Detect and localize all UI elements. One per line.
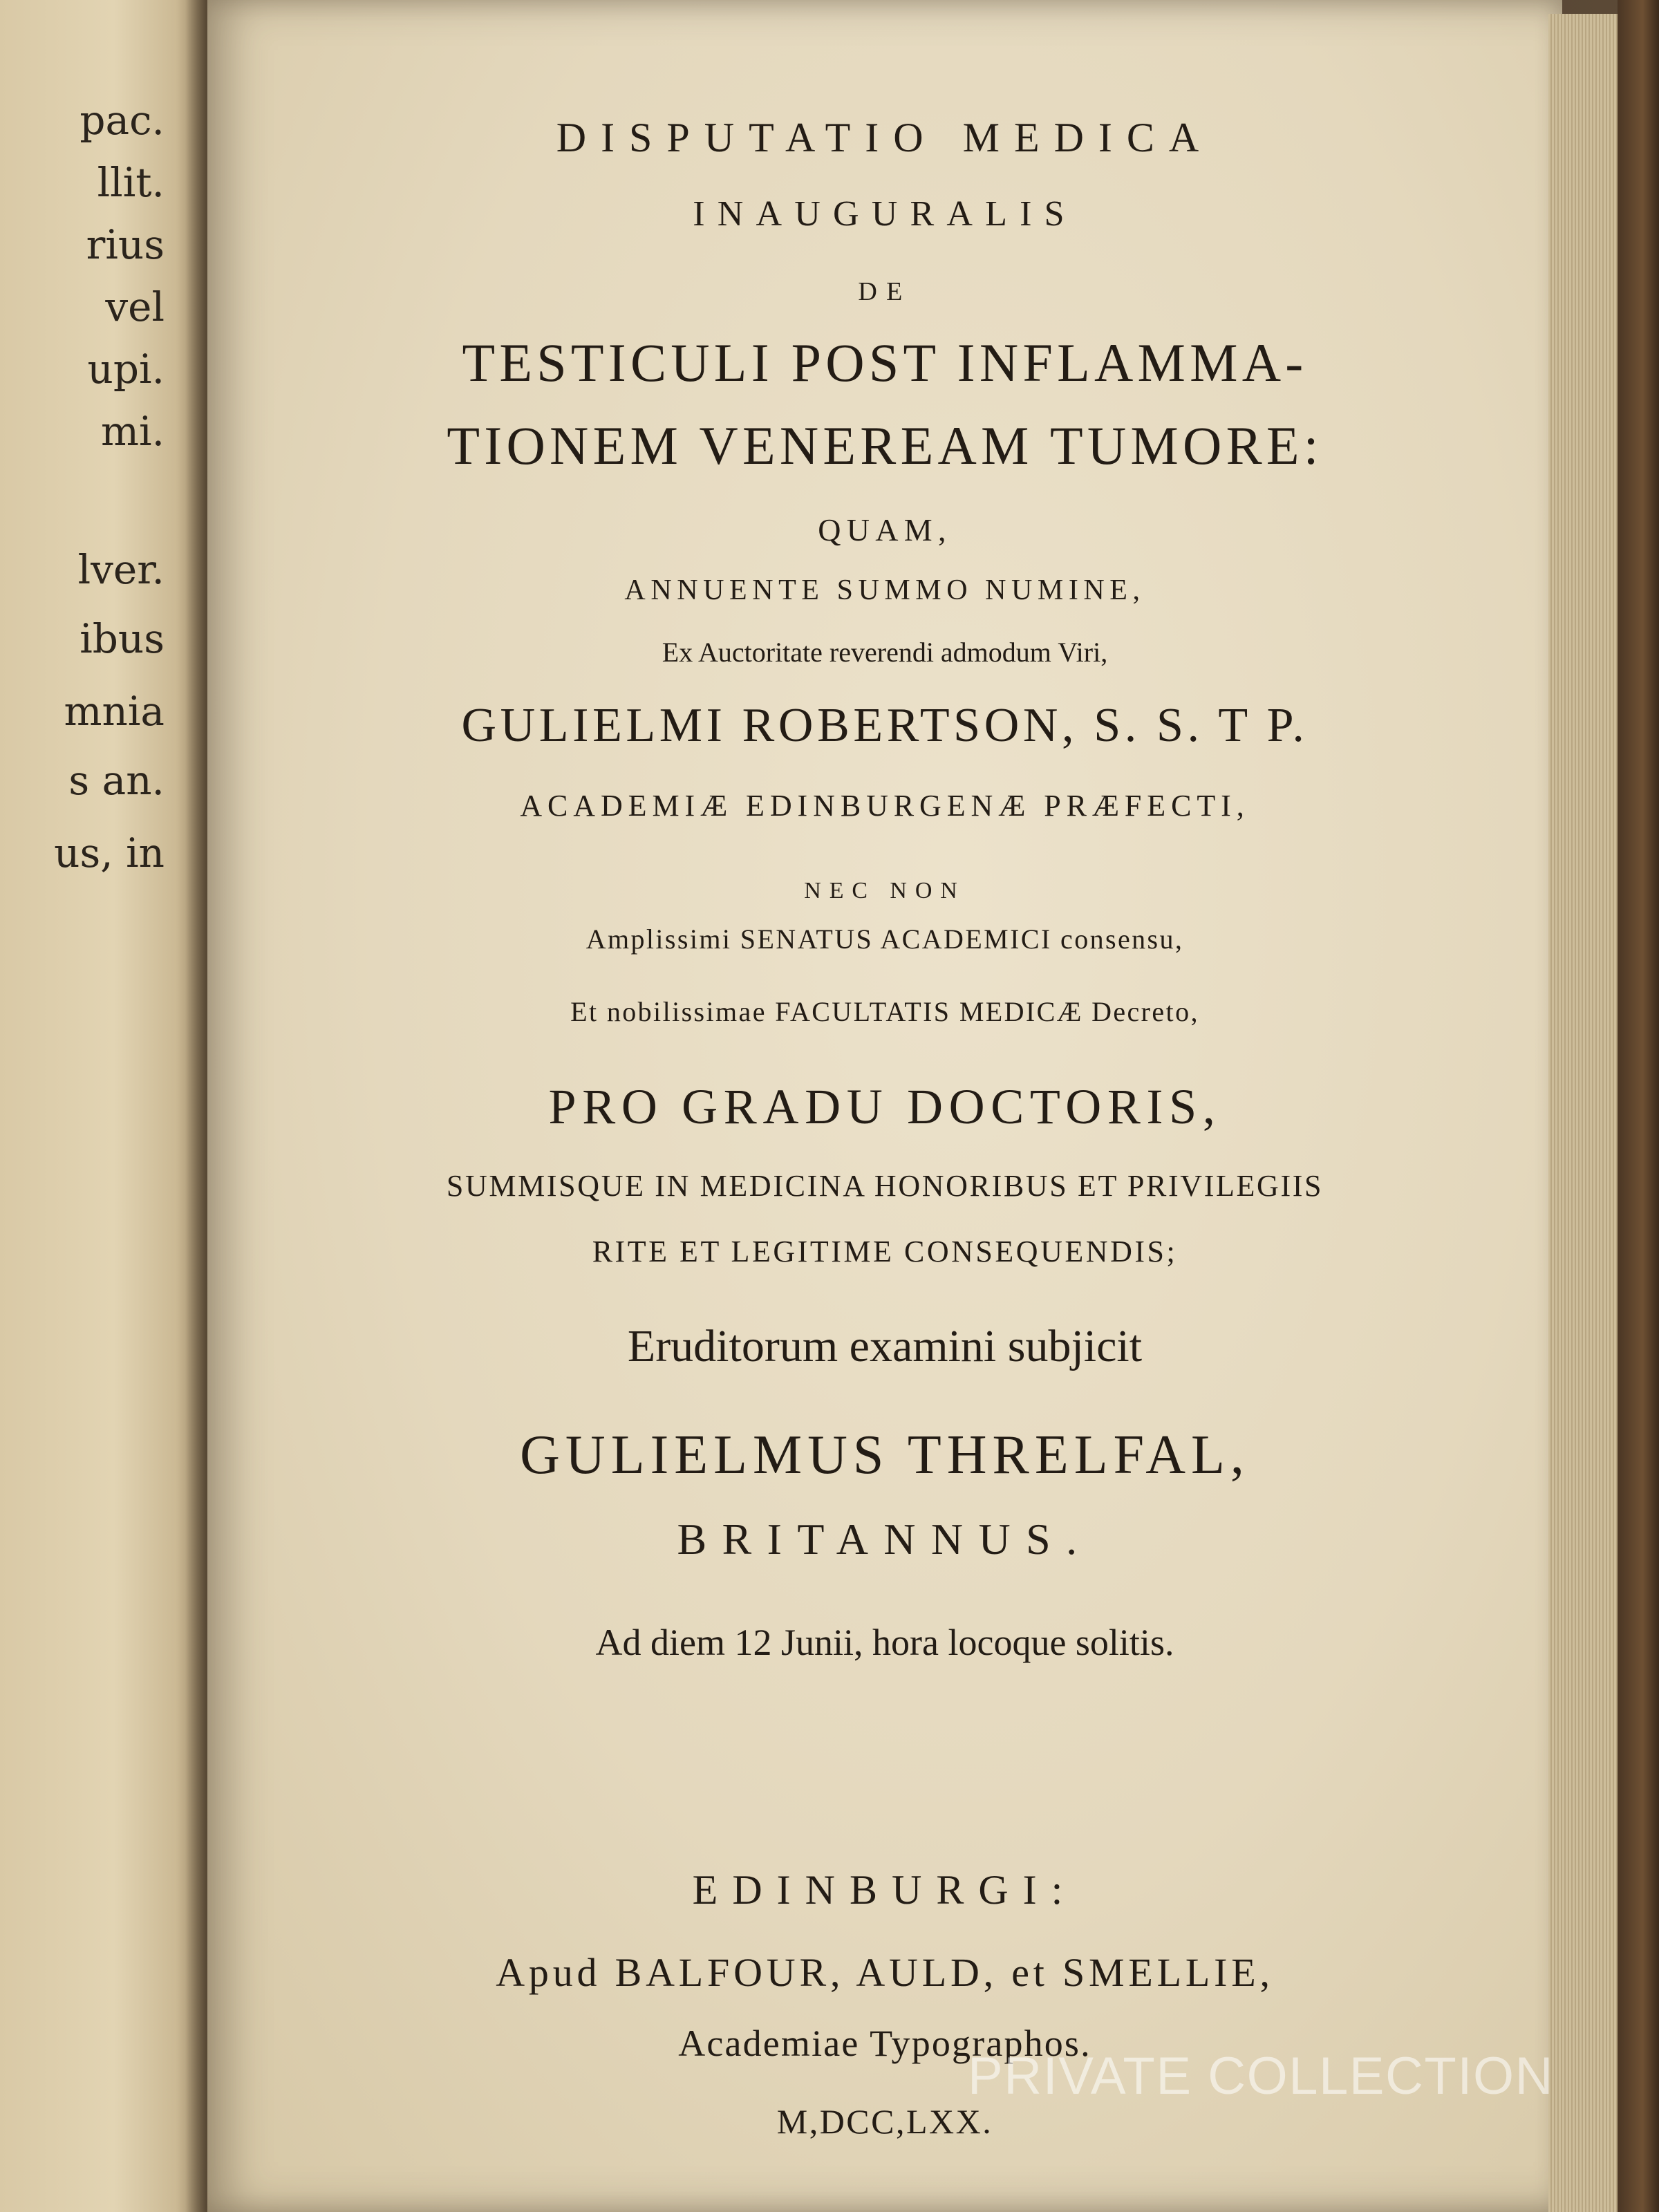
title-line-rite: RITE ET LEGITIME CONSEQUENDIS;: [592, 1235, 1178, 1268]
left-fragment: upi.: [87, 346, 165, 393]
title-line-quam: QUAM,: [818, 512, 952, 547]
title-line-summisque: SUMMISQUE IN MEDICINA HONORIBUS ET PRIVILEGIIS: [446, 1169, 1324, 1203]
title-line-facultatis: Et nobilissimae FACULTATIS MEDICÆ Decreto,: [570, 996, 1199, 1027]
left-fragment: s an.: [68, 757, 165, 804]
title-line-robertson: GULIELMI ROBERTSON, S. S. T P.: [461, 699, 1309, 752]
title-line-date: Ad diem 12 Junii, hora locoque solitis.: [595, 1622, 1174, 1663]
imprint-typographos: Academiae Typographos.: [678, 2023, 1091, 2064]
left-fragment: lver.: [77, 546, 165, 593]
watermark: PRIVATE COLLECTION: [968, 2047, 1555, 2106]
title-line-annuente: ANNUENTE SUMMO NUMINE,: [624, 574, 1145, 606]
imprint-printers: Apud BALFOUR, AULD, et SMELLIE,: [496, 1950, 1274, 1995]
left-fragment: vel: [105, 283, 165, 330]
left-fragment: pac.: [79, 97, 165, 144]
title-line-main-1: TESTICULI POST INFLAMMA-: [462, 332, 1308, 393]
title-line-auctoritate: Ex Auctoritate reverendi admodum Viri,: [662, 637, 1108, 668]
title-line-britannus: BRITANNUS.: [677, 1515, 1093, 1564]
title-line-eruditorum: Eruditorum examini subjicit: [627, 1321, 1143, 1371]
imprint-year: M,DCC,LXX.: [776, 2102, 993, 2141]
left-fragment: rius: [86, 221, 165, 268]
title-line-academiae: ACADEMIÆ EDINBURGENÆ PRÆFECTI,: [520, 789, 1250, 823]
book-cover-edge: [1618, 0, 1659, 2212]
title-line-pro-gradu: PRO GRADU DOCTORIS,: [548, 1079, 1221, 1134]
title-line-inauguralis: INAUGURALIS: [693, 194, 1077, 234]
page-edges: [1548, 14, 1624, 2212]
left-fragment: mi.: [101, 408, 165, 455]
title-page: [207, 0, 1562, 2212]
title-line-senatus: Amplissimi SENATUS ACADEMICI consensu,: [585, 924, 1184, 955]
imprint-city: EDINBURGI:: [692, 1867, 1078, 1913]
left-fragment: llit.: [97, 159, 165, 206]
title-line-de: DE: [858, 277, 912, 306]
title-line-main-2: TIONEM VENEREAM TUMORE:: [447, 415, 1323, 476]
title-line-disputatio: DISPUTATIO MEDICA: [556, 115, 1214, 160]
left-facing-page: [0, 0, 207, 2212]
left-fragment: ibus: [79, 615, 165, 662]
title-line-author: GULIELMUS THRELFAL,: [520, 1425, 1250, 1485]
left-fragment: us, in: [54, 830, 165, 877]
title-line-nec-non: NEC NON: [804, 878, 966, 903]
left-fragment: mnia: [64, 688, 165, 735]
